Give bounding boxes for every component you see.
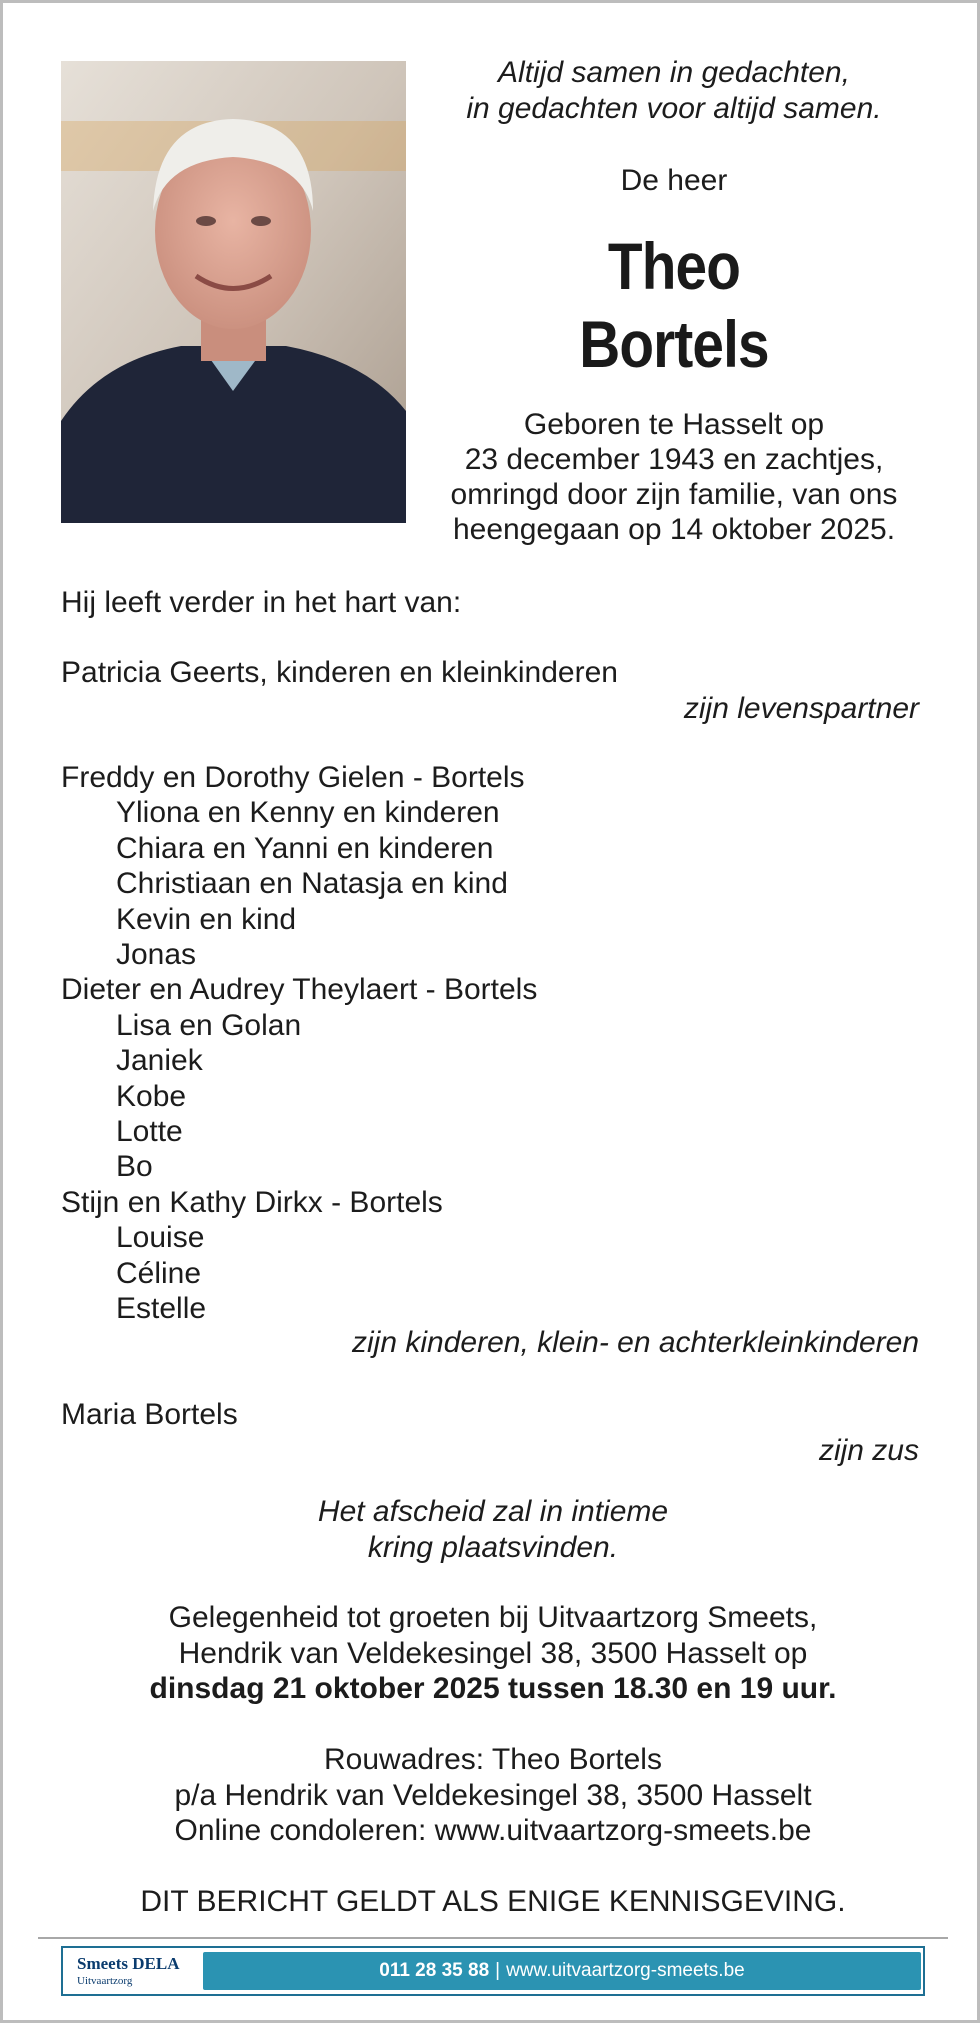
grandchild: Kobe [116,1079,187,1113]
farewell-line: Het afscheid zal in intieme [317,1495,669,1528]
address-line: p/a Hendrik van Veldekesingel 38, 3500 Hasselt [174,1778,812,1812]
children-relation: zijn kinderen, klein- en achterkleinkinderen [352,1326,919,1359]
footer-phone[interactable]: 011 28 35 88 [379,1960,490,1981]
last-name: Bortels [579,307,769,381]
motto-line: Altijd samen in gedachten, [498,56,850,89]
address-line: Rouwadres: Theo Bortels [324,1743,662,1776]
motto-line: in gedachten voor altijd samen. [466,92,882,125]
birth-line: omringd door zijn familie, van ons [450,478,898,511]
visitation-line: Hendrik van Veldekesingel 38, 3500 Hasselt op [178,1636,808,1670]
visitation-text [61,1600,925,1707]
sister-name: Maria Bortels [61,1398,238,1431]
intro-text: Hij leeft verder in het hart van: [61,586,462,619]
partner-relation: zijn levenspartner [683,692,919,725]
portrait-image [61,61,406,523]
birth-death-text [423,407,925,547]
birth-line: 23 december 1943 en zachtjes, [464,443,884,476]
farewell-text [61,1494,925,1565]
grandchild: Céline [116,1256,202,1290]
grandchild: Chiara en Yanni en kinderen [116,831,494,865]
notice-text: DIT BERICHT GELDT ALS ENIGE KENNISGEVING. [140,1885,846,1918]
grandchild: Estelle [116,1292,207,1326]
grandchild: Christiaan en Natasja en kind [116,867,508,901]
motto [423,55,925,127]
grandchild: Yliona en Kenny en kinderen [116,796,500,830]
honorific: De heer [620,164,728,197]
grandchild: Louise [116,1221,205,1255]
footer-banner [61,1946,925,1996]
grandchild: Kevin en kind [116,902,297,936]
grandchild: Bo [116,1150,153,1184]
deceased-name [458,227,890,383]
birth-line: Geboren te Hasselt op [523,408,825,441]
logo-main-text: Smeets DELA [77,1954,180,1973]
child-family: Dieter en Audrey Theylaert - Bortels [61,973,538,1007]
logo-sub-text: Uitvaartzorg [77,1975,133,1987]
portrait-photo [61,61,406,523]
child-family: Stijn en Kathy Dirkx - Bortels [61,1185,443,1219]
child-family: Freddy en Dorothy Gielen - Bortels [61,761,525,794]
grandchild: Janiek [116,1044,203,1078]
children-list [61,760,537,1327]
footer-separator: | [495,1960,501,1981]
birth-line: heengegaan op 14 oktober 2025. [452,513,896,546]
partner-name: Patricia Geerts, kinderen en kleinkinderen [61,656,618,689]
visitation-date: dinsdag 21 oktober 2025 tussen 18.30 en 19 uur. [149,1672,837,1705]
address-text [61,1742,925,1849]
visitation-line: Gelegenheid tot groeten bij Uitvaartzorg Smeets, [168,1601,818,1634]
first-name: Theo [607,229,741,303]
sister-relation: zijn zus [818,1434,919,1467]
address-line: Online condoleren: www.uitvaartzorg-smeets.be [174,1814,812,1847]
farewell-line: kring plaatsvinden. [367,1530,619,1564]
footer-website-link[interactable]: www.uitvaartzorg-smeets.be [506,1960,745,1981]
grandchild: Jonas [116,938,197,972]
grandchild: Lotte [116,1115,183,1149]
footer-contact-bar [203,1952,921,1990]
grandchild: Lisa en Golan [116,1008,302,1042]
footer-divider [38,1937,948,1939]
